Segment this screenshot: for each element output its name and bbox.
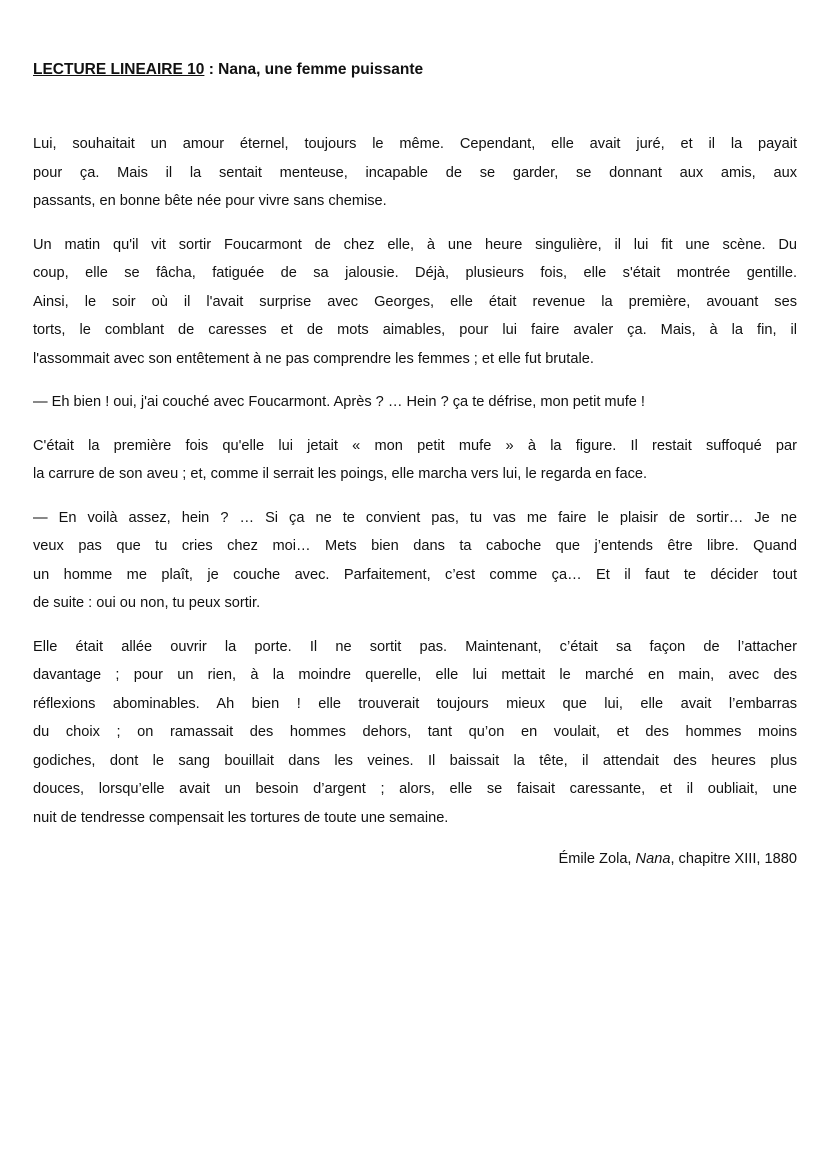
text-line: coup, elle se fâcha, fatiguée de sa jalousie. Déjà, plusieurs fois, elle s'était montrée gentille. [33, 265, 797, 281]
citation [33, 845, 797, 873]
text-line: veux pas que tu cries chez moi… Mets bien dans ta caboche que j’entends être libre. Quand [33, 538, 797, 554]
paragraph [33, 231, 797, 374]
paragraph [33, 633, 797, 833]
title-label: LECTURE LINEAIRE 10 [33, 61, 205, 78]
paragraph [33, 432, 797, 489]
text-line: douces, lorsqu’elle avait un besoin d’argent ; alors, elle se faisait caressante, et il oubliait, une [33, 781, 797, 797]
text-line: Lui, souhaitait un amour éternel, toujours le même. Cependant, elle avait juré, et il la payait [33, 136, 797, 152]
text-line: davantage ; pour un rien, à la moindre querelle, elle lui mettait le marché en main, avec des [33, 667, 797, 683]
text-line: du choix ; on ramassait des hommes dehors, tant qu’on en voulait, et des hommes moins [33, 724, 797, 740]
document-title [33, 61, 423, 79]
text-line: réflexions abominables. Ah bien ! elle trouverait toujours mieux que lui, elle avait l’embarras [33, 695, 797, 712]
text-line: passants, en bonne bête née pour vivre sans chemise. [33, 193, 387, 209]
text-line: l'assommait avec son entêtement à ne pas comprendre les femmes ; et elle fut brutale. [33, 350, 594, 367]
paragraph [33, 504, 797, 618]
text-line: de suite : oui ou non, tu peux sortir. [33, 595, 261, 611]
text-line: torts, le comblant de caresses et de mots aimables, pour lui faire avaler ça. Mais, à la fin, il [33, 322, 797, 338]
text-line: — Eh bien ! oui, j'ai couché avec Foucarmont. Après ? … Hein ? ça te défrise, mon petit mufe ! [33, 394, 645, 410]
paragraph [33, 130, 797, 216]
text-line: Ainsi, le soir où il l'avait surprise avec Georges, elle était revenue la première, avouant ses [33, 293, 797, 310]
citation-work: Nana [635, 851, 671, 867]
text-line: un homme me plaît, je couche avec. Parfaitement, c’est comme ça… Et il faut te décider tout [33, 566, 797, 583]
text-line: godiches, dont le sang bouillait dans les veines. Il baissait la tête, il attendait des heures plus [33, 752, 797, 769]
text-line: nuit de tendresse compensait les tortures de toute une semaine. [33, 809, 449, 826]
text-line: Un matin qu'il vit sortir Foucarmont de chez elle, à une heure singulière, il lui fit une scène. Du [33, 236, 797, 253]
text-line: — En voilà assez, hein ? … Si ça ne te convient pas, tu vas me faire le plaisir de sortir… Je ne [33, 509, 797, 526]
text-line: Elle était allée ouvrir la porte. Il ne sortit pas. Maintenant, c’était sa façon de l’attacher [33, 638, 797, 655]
text-line: C'était la première fois qu'elle lui jetait « mon petit mufe » à la figure. Il restait suffoqué par [33, 437, 797, 454]
citation-author: Émile Zola, [558, 851, 636, 867]
title-subject: : Nana, une femme puissante [204, 61, 424, 78]
citation-details: , chapitre XIII, 1880 [670, 851, 797, 867]
text-line: pour ça. Mais il la sentait menteuse, incapable de se garder, se donnant aux amis, aux [33, 164, 797, 181]
excerpt-text [33, 130, 797, 873]
paragraph [33, 388, 797, 417]
text-line: la carrure de son aveu ; et, comme il serrait les poings, elle marcha vers lui, le regarda en face. [33, 466, 648, 482]
